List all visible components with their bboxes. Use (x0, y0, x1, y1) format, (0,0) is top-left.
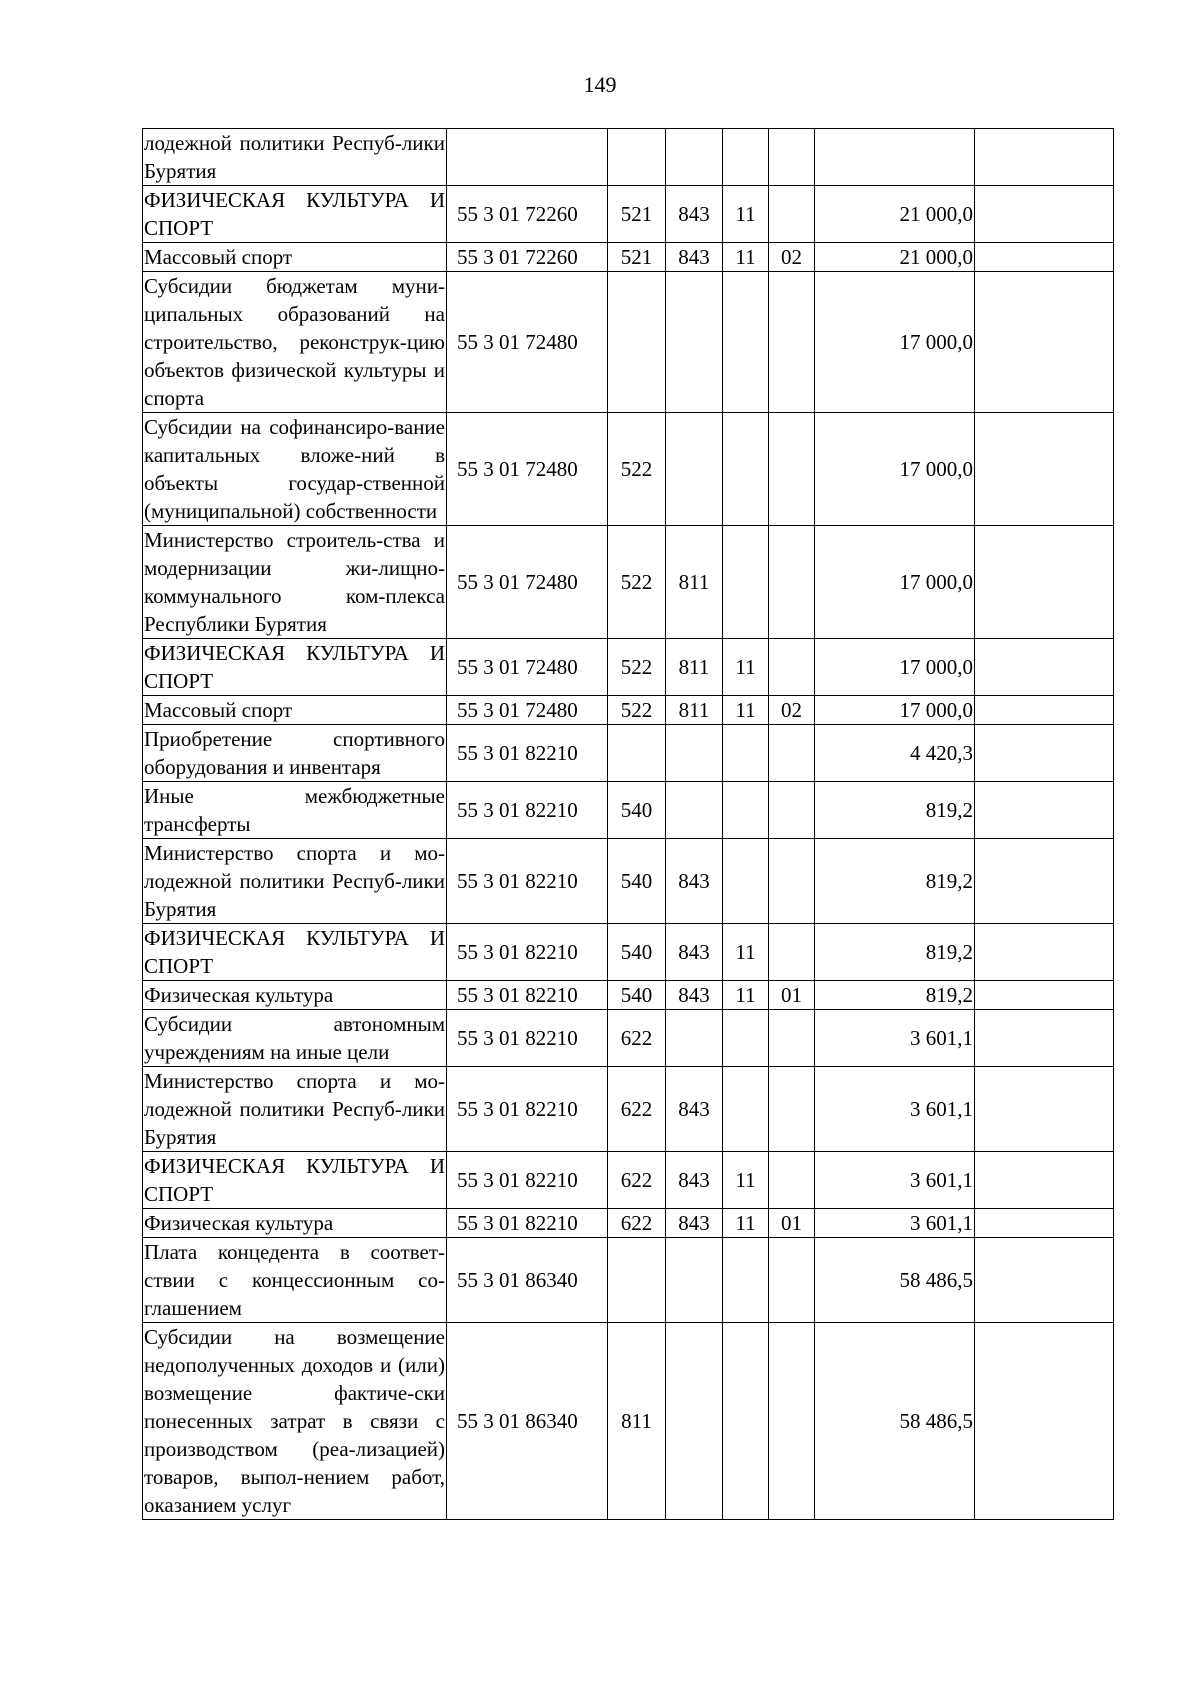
cell-grbs (666, 129, 723, 186)
cell-expense-type: 522 (608, 413, 666, 526)
cell-extra (975, 413, 1114, 526)
cell-target-code: 55 3 01 86340 (447, 1323, 608, 1520)
cell-subsection (769, 1323, 815, 1520)
cell-amount: 58 486,5 (815, 1323, 975, 1520)
cell-grbs: 843 (666, 1152, 723, 1209)
cell-amount (815, 129, 975, 186)
cell-section (723, 1067, 769, 1152)
cell-expense-type: 521 (608, 186, 666, 243)
cell-subsection: 02 (769, 696, 815, 725)
table-row (143, 526, 1114, 639)
cell-name: Субсидии на софинансиро-вание капитальных вложе-ний в объекты государ-ственной (муниципальной) собственности (143, 413, 447, 526)
cell-section: 11 (723, 186, 769, 243)
table-row (143, 696, 1114, 725)
cell-target-code: 55 3 01 82210 (447, 1152, 608, 1209)
cell-section (723, 129, 769, 186)
cell-name: Министерство строитель-ства и модернизации жи-лищно-коммунального ком-плекса Республики Бурятия (143, 526, 447, 639)
cell-grbs: 811 (666, 696, 723, 725)
cell-section: 11 (723, 243, 769, 272)
table-row (143, 639, 1114, 696)
cell-name: ФИЗИЧЕСКАЯ КУЛЬТУРА И СПОРТ (143, 639, 447, 696)
cell-amount: 21 000,0 (815, 186, 975, 243)
cell-section (723, 1323, 769, 1520)
cell-subsection: 02 (769, 243, 815, 272)
cell-expense-type: 622 (608, 1209, 666, 1238)
cell-name: Физическая культура (143, 1209, 447, 1238)
cell-subsection (769, 1152, 815, 1209)
cell-extra (975, 1323, 1114, 1520)
cell-subsection (769, 1067, 815, 1152)
cell-amount: 4 420,3 (815, 725, 975, 782)
cell-extra (975, 1152, 1114, 1209)
cell-target-code: 55 3 01 72480 (447, 413, 608, 526)
cell-section: 11 (723, 639, 769, 696)
cell-name: лодежной политики Респуб-лики Бурятия (143, 129, 447, 186)
cell-expense-type: 622 (608, 1067, 666, 1152)
cell-name: Министерство спорта и мо-лодежной политики Респуб-лики Бурятия (143, 1067, 447, 1152)
cell-name: Иные межбюджетные трансферты (143, 782, 447, 839)
page-number: 149 (583, 72, 617, 97)
cell-grbs: 843 (666, 186, 723, 243)
cell-amount: 17 000,0 (815, 413, 975, 526)
cell-extra (975, 272, 1114, 413)
cell-subsection (769, 782, 815, 839)
cell-name: Приобретение спортивного оборудования и инвентаря (143, 725, 447, 782)
table-row (143, 186, 1114, 243)
cell-section: 11 (723, 1152, 769, 1209)
cell-name: Субсидии бюджетам муни-ципальных образований на строительство, реконструк-цию объектов физической культуры и спорта (143, 272, 447, 413)
cell-subsection (769, 272, 815, 413)
cell-grbs (666, 1323, 723, 1520)
cell-amount: 3 601,1 (815, 1010, 975, 1067)
cell-grbs: 843 (666, 1067, 723, 1152)
cell-section (723, 1010, 769, 1067)
cell-amount: 17 000,0 (815, 639, 975, 696)
cell-expense-type: 622 (608, 1152, 666, 1209)
cell-amount: 819,2 (815, 924, 975, 981)
cell-grbs (666, 1010, 723, 1067)
cell-expense-type (608, 1238, 666, 1323)
cell-amount: 21 000,0 (815, 243, 975, 272)
cell-grbs (666, 1238, 723, 1323)
cell-extra (975, 696, 1114, 725)
cell-section (723, 839, 769, 924)
table-row (143, 129, 1114, 186)
table-row (143, 1067, 1114, 1152)
cell-target-code: 55 3 01 72260 (447, 243, 608, 272)
cell-target-code: 55 3 01 72480 (447, 696, 608, 725)
cell-extra (975, 839, 1114, 924)
cell-name: Плата концедента в соответ-ствии с концессионным со-глашением (143, 1238, 447, 1323)
table-row (143, 1209, 1114, 1238)
cell-amount: 3 601,1 (815, 1152, 975, 1209)
cell-expense-type (608, 725, 666, 782)
cell-expense-type: 540 (608, 924, 666, 981)
cell-extra (975, 186, 1114, 243)
table-row (143, 725, 1114, 782)
cell-amount: 819,2 (815, 782, 975, 839)
cell-extra (975, 639, 1114, 696)
cell-expense-type: 522 (608, 526, 666, 639)
table-row (143, 1010, 1114, 1067)
cell-target-code: 55 3 01 82210 (447, 981, 608, 1010)
cell-subsection (769, 639, 815, 696)
cell-grbs: 843 (666, 243, 723, 272)
cell-amount: 17 000,0 (815, 272, 975, 413)
cell-grbs: 811 (666, 526, 723, 639)
cell-name: ФИЗИЧЕСКАЯ КУЛЬТУРА И СПОРТ (143, 1152, 447, 1209)
cell-extra (975, 1067, 1114, 1152)
table-row (143, 272, 1114, 413)
cell-target-code: 55 3 01 72480 (447, 639, 608, 696)
cell-subsection (769, 839, 815, 924)
cell-amount: 58 486,5 (815, 1238, 975, 1323)
cell-section (723, 526, 769, 639)
cell-amount: 819,2 (815, 839, 975, 924)
cell-target-code: 55 3 01 82210 (447, 1209, 608, 1238)
cell-extra (975, 782, 1114, 839)
cell-extra (975, 981, 1114, 1010)
cell-subsection (769, 186, 815, 243)
cell-target-code: 55 3 01 82210 (447, 1010, 608, 1067)
cell-subsection (769, 1238, 815, 1323)
cell-section (723, 413, 769, 526)
budget-table (142, 128, 1114, 1520)
cell-amount: 3 601,1 (815, 1209, 975, 1238)
cell-amount: 17 000,0 (815, 696, 975, 725)
cell-expense-type: 521 (608, 243, 666, 272)
cell-subsection (769, 1010, 815, 1067)
cell-name: Физическая культура (143, 981, 447, 1010)
cell-target-code: 55 3 01 82210 (447, 725, 608, 782)
table-row (143, 1323, 1114, 1520)
cell-expense-type: 522 (608, 639, 666, 696)
cell-grbs: 811 (666, 639, 723, 696)
cell-target-code: 55 3 01 72260 (447, 186, 608, 243)
cell-extra (975, 1209, 1114, 1238)
cell-extra (975, 725, 1114, 782)
cell-grbs: 843 (666, 924, 723, 981)
cell-section: 11 (723, 696, 769, 725)
cell-name: Субсидии автономным учреждениям на иные цели (143, 1010, 447, 1067)
cell-target-code: 55 3 01 82210 (447, 1067, 608, 1152)
cell-expense-type: 540 (608, 981, 666, 1010)
table-row (143, 1152, 1114, 1209)
cell-target-code (447, 129, 608, 186)
cell-section (723, 1238, 769, 1323)
cell-subsection (769, 924, 815, 981)
cell-target-code: 55 3 01 72480 (447, 526, 608, 639)
cell-extra (975, 526, 1114, 639)
cell-section: 11 (723, 981, 769, 1010)
cell-expense-type: 540 (608, 839, 666, 924)
cell-expense-type (608, 272, 666, 413)
cell-amount: 3 601,1 (815, 1067, 975, 1152)
cell-name: Массовый спорт (143, 696, 447, 725)
cell-section (723, 725, 769, 782)
cell-expense-type (608, 129, 666, 186)
cell-name: Министерство спорта и мо-лодежной политики Респуб-лики Бурятия (143, 839, 447, 924)
cell-grbs (666, 272, 723, 413)
cell-extra (975, 1238, 1114, 1323)
table-row (143, 924, 1114, 981)
cell-grbs: 843 (666, 981, 723, 1010)
cell-target-code: 55 3 01 82210 (447, 839, 608, 924)
cell-extra (975, 243, 1114, 272)
cell-target-code: 55 3 01 72480 (447, 272, 608, 413)
table-row (143, 981, 1114, 1010)
table-row (143, 1238, 1114, 1323)
cell-grbs: 843 (666, 1209, 723, 1238)
table-row (143, 839, 1114, 924)
cell-name: ФИЗИЧЕСКАЯ КУЛЬТУРА И СПОРТ (143, 924, 447, 981)
cell-extra (975, 1010, 1114, 1067)
cell-section (723, 272, 769, 413)
cell-name: ФИЗИЧЕСКАЯ КУЛЬТУРА И СПОРТ (143, 186, 447, 243)
cell-expense-type: 540 (608, 782, 666, 839)
cell-subsection (769, 129, 815, 186)
cell-expense-type: 522 (608, 696, 666, 725)
cell-subsection (769, 526, 815, 639)
cell-section: 11 (723, 1209, 769, 1238)
table-row (143, 413, 1114, 526)
cell-target-code: 55 3 01 82210 (447, 924, 608, 981)
cell-grbs (666, 725, 723, 782)
cell-target-code: 55 3 01 86340 (447, 1238, 608, 1323)
cell-subsection (769, 413, 815, 526)
cell-name: Массовый спорт (143, 243, 447, 272)
cell-grbs: 843 (666, 839, 723, 924)
cell-section: 11 (723, 924, 769, 981)
cell-amount: 819,2 (815, 981, 975, 1010)
table-body (143, 129, 1114, 1520)
cell-target-code: 55 3 01 82210 (447, 782, 608, 839)
cell-grbs (666, 413, 723, 526)
cell-extra (975, 924, 1114, 981)
cell-subsection: 01 (769, 1209, 815, 1238)
cell-amount: 17 000,0 (815, 526, 975, 639)
cell-subsection: 01 (769, 981, 815, 1010)
cell-name: Субсидии на возмещение недополученных доходов и (или) возмещение фактиче-ски понесенных затрат в связи с производством (реа-лизацией) товаров, выпол-нением работ, оказанием услуг (143, 1323, 447, 1520)
cell-subsection (769, 725, 815, 782)
cell-extra (975, 129, 1114, 186)
cell-expense-type: 622 (608, 1010, 666, 1067)
cell-grbs (666, 782, 723, 839)
table-row (143, 243, 1114, 272)
table-row (143, 782, 1114, 839)
cell-expense-type: 811 (608, 1323, 666, 1520)
cell-section (723, 782, 769, 839)
